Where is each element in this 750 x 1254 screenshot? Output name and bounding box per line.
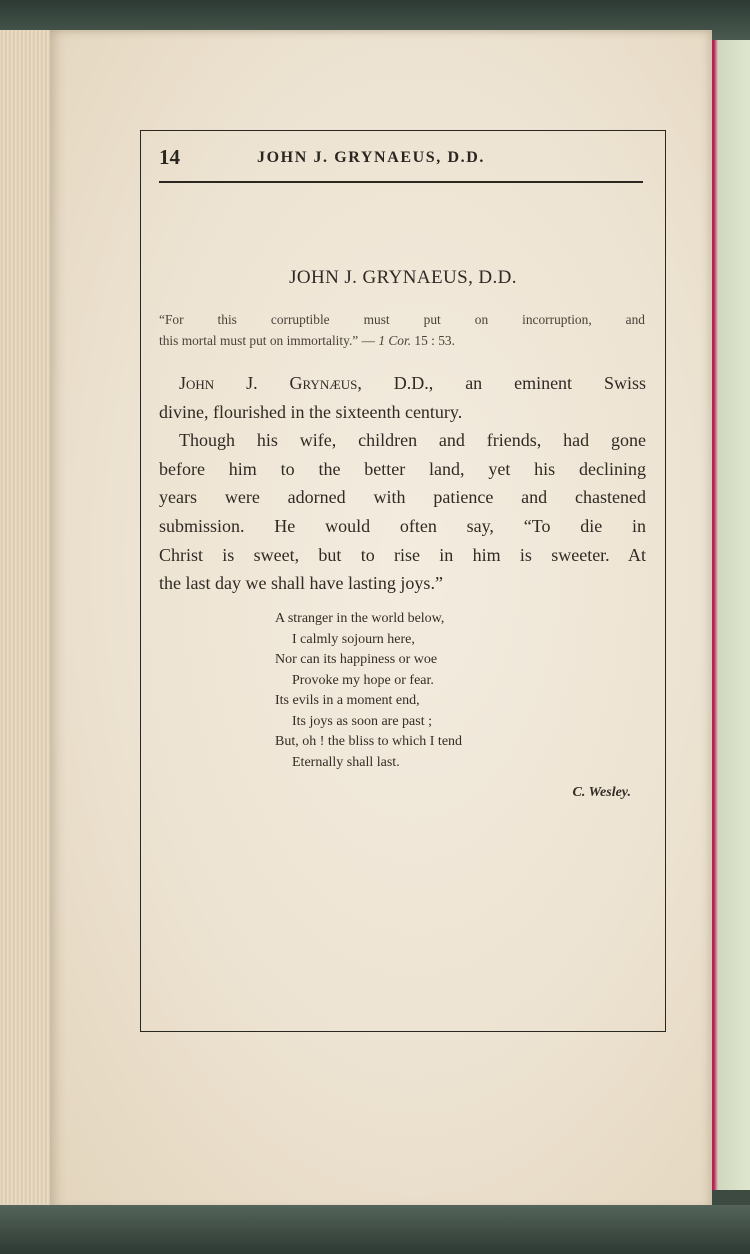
page-number: 14 bbox=[159, 145, 180, 169]
body-line: divine, flourished in the sixteenth century. bbox=[159, 401, 463, 422]
body-line: before him to the better land, yet his declining bbox=[159, 458, 646, 479]
body-line: Though his wife, children and friends, had gone bbox=[179, 430, 646, 451]
subject-name: John J. Grynæus bbox=[179, 373, 358, 393]
poem-line: Provoke my hope or fear. bbox=[292, 672, 434, 688]
body-line bbox=[159, 369, 646, 398]
poem-attribution: C. Wesley. bbox=[572, 785, 631, 800]
epigraph bbox=[159, 309, 645, 351]
poem-line: But, oh ! the bliss to which I tend bbox=[275, 734, 463, 749]
poem-line: A stranger in the world below, bbox=[275, 611, 445, 626]
header-rule bbox=[159, 181, 643, 183]
poem bbox=[275, 609, 605, 773]
book-page bbox=[50, 30, 712, 1210]
epigraph-line bbox=[159, 330, 645, 351]
text-frame bbox=[140, 130, 666, 1032]
epigraph-text: this mortal must put on immortality.” — bbox=[159, 333, 379, 348]
poem-line: Eternally shall last. bbox=[292, 754, 400, 770]
body-line: submission. He would often say, “To die in bbox=[159, 515, 646, 536]
running-title: JOHN J. GRYNAEUS, D.D. bbox=[257, 149, 485, 166]
body-line-text: , D.D., an eminent Swiss bbox=[357, 373, 646, 393]
poem-line: Its evils in a moment end, bbox=[275, 693, 420, 708]
body-line: Christ is sweet, but to rise in him is sweeter. At bbox=[159, 544, 646, 565]
body-text bbox=[159, 369, 646, 598]
poem-line: Nor can its happiness or woe bbox=[275, 652, 438, 667]
poem-line: Its joys as soon are past ; bbox=[292, 713, 432, 729]
scripture-verse: 15 : 53. bbox=[411, 333, 455, 348]
poem-line: I calmly sojourn here, bbox=[292, 631, 415, 647]
facing-page-edge bbox=[710, 40, 750, 1190]
scripture-reference: 1 Cor. bbox=[378, 333, 412, 348]
body-line: years were adorned with patience and chastened bbox=[159, 487, 646, 508]
body-line: the last day we shall have lasting joys.” bbox=[159, 573, 443, 594]
article-title: JOHN J. GRYNAEUS, D.D. bbox=[289, 267, 517, 288]
running-head bbox=[159, 143, 645, 183]
epigraph-line: “For this corruptible must put on incorruption, and bbox=[159, 312, 645, 327]
book-cover-bottom bbox=[0, 1205, 750, 1254]
